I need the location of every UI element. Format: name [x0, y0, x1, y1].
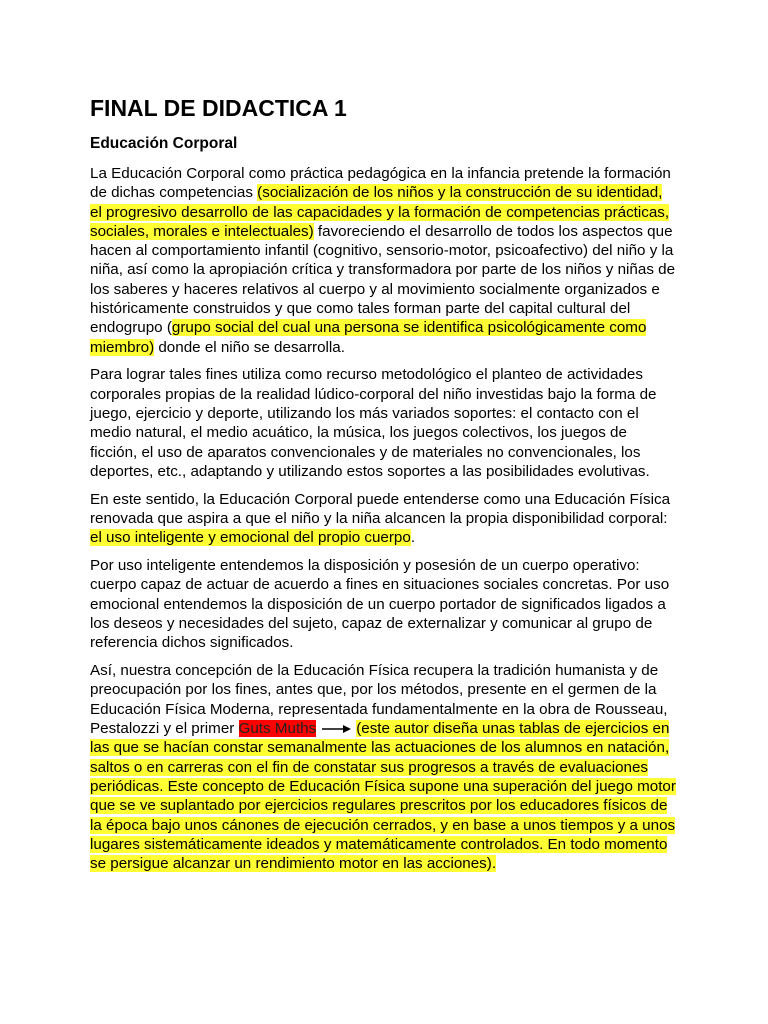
p3-text-b: .: [410, 529, 416, 547]
p5-highlight: (este autor diseña unas tablas de ejercicios en las que se hacían constar semanalmente las actuaciones de los alumnos en natación, saltos o en carreras con el fin de constatar sus progresos a través de evaluaciones periódicas. Este concepto de Educación Física supone una superación del juego motor que se ve suplantado por ejercicios regulares prescritos por los educadores físicos de la época bajo unos cánones de ejecución cerrados, y en base a unos tiempos y a unos lugares sistemáticamente ideados y matemáticamente controlados. En todo momento se persigue alcanzar un rendimiento motor en las acciones).: [90, 720, 676, 873]
p5-text-a: Así, nuestra concepción de la Educación Física recupera la tradición humanista y de preocupación por los fines, antes que, por los métodos, presente en el germen de la Educación Física Moderna, representada fundamentalmente en la obra de Rousseau, Pestalozzi y el primer: [90, 662, 668, 738]
document-page: [90, 94, 678, 882]
section-heading: Educación Corporal: [90, 135, 238, 152]
paragraph-5: [90, 661, 678, 873]
document-title: FINAL DE DIDACTICA 1: [90, 95, 347, 121]
paragraph-3: [90, 490, 678, 548]
p5-red-highlight: Guts Muths: [238, 720, 317, 738]
p1-text-c: donde el niño se desarrolla.: [154, 338, 345, 356]
p3-text-a: En este sentido, la Educación Corporal puede entenderse como una Educación Física renovada que aspira a que el niño y la niña alcancen la propia disponibilidad corporal:: [90, 490, 671, 528]
paragraph-4: Por uso inteligente entendemos la disposición y posesión de un cuerpo operativo: cuerpo capaz de actuar de acuerdo a fines en situaciones sociales concretas. Por uso emocional entendemos la disposición de un cuerpo portador de significados ligados a los deseos y necesidades del sujeto, capaz de externalizar y comunicar al grupo de referencia dichos significados.: [90, 557, 670, 652]
p3-highlight: el uso inteligente y emocional del propio cuerpo: [90, 529, 411, 547]
paragraph-2: Para lograr tales fines utiliza como recurso metodológico el planteo de actividades corporales propias de la realidad lúdico-corporal del niño investidas bajo la forma de juego, ejercicio y deporte, utilizando los más variados soportes: el contacto con el medio natural, el medio acuático, la música, los juegos colectivos, los juegos de ficción, el uso de aparatos convencionales y de materiales no convencionales, los deportes, etc., adaptando y utilizando estos soportes a las posibilidades evolutivas.: [90, 366, 657, 480]
p1-text-b: favoreciendo el desarrollo de todos los aspectos que hacen al comportamiento infantil (cognitivo, sensorio-motor, psicoafectivo) del niño y la niña, así como la apropiación crítica y transformadora por parte de los niños y niñas de los saberes y haceres relativos al cuerpo y al movimiento socialmente organizados e históricamente construidos y que como tales forman parte del capital cultural del endogrupo (: [90, 222, 676, 337]
p1-highlight-2: grupo social del cual una persona se identifica psicológicamente como miembro): [90, 319, 647, 356]
right-arrow-icon: [322, 723, 352, 735]
p1-text-a: La Educación Corporal como práctica pedagógica en la infancia pretende la formación de dichas competencias: [90, 165, 671, 202]
p1-highlight-1: (socialización de los niños y la construcción de su identidad, el progresivo desarrollo de las capacidades y la formación de competencias prácticas, sociales, morales e intelectuales): [90, 184, 670, 240]
paragraph-1: [90, 164, 678, 357]
